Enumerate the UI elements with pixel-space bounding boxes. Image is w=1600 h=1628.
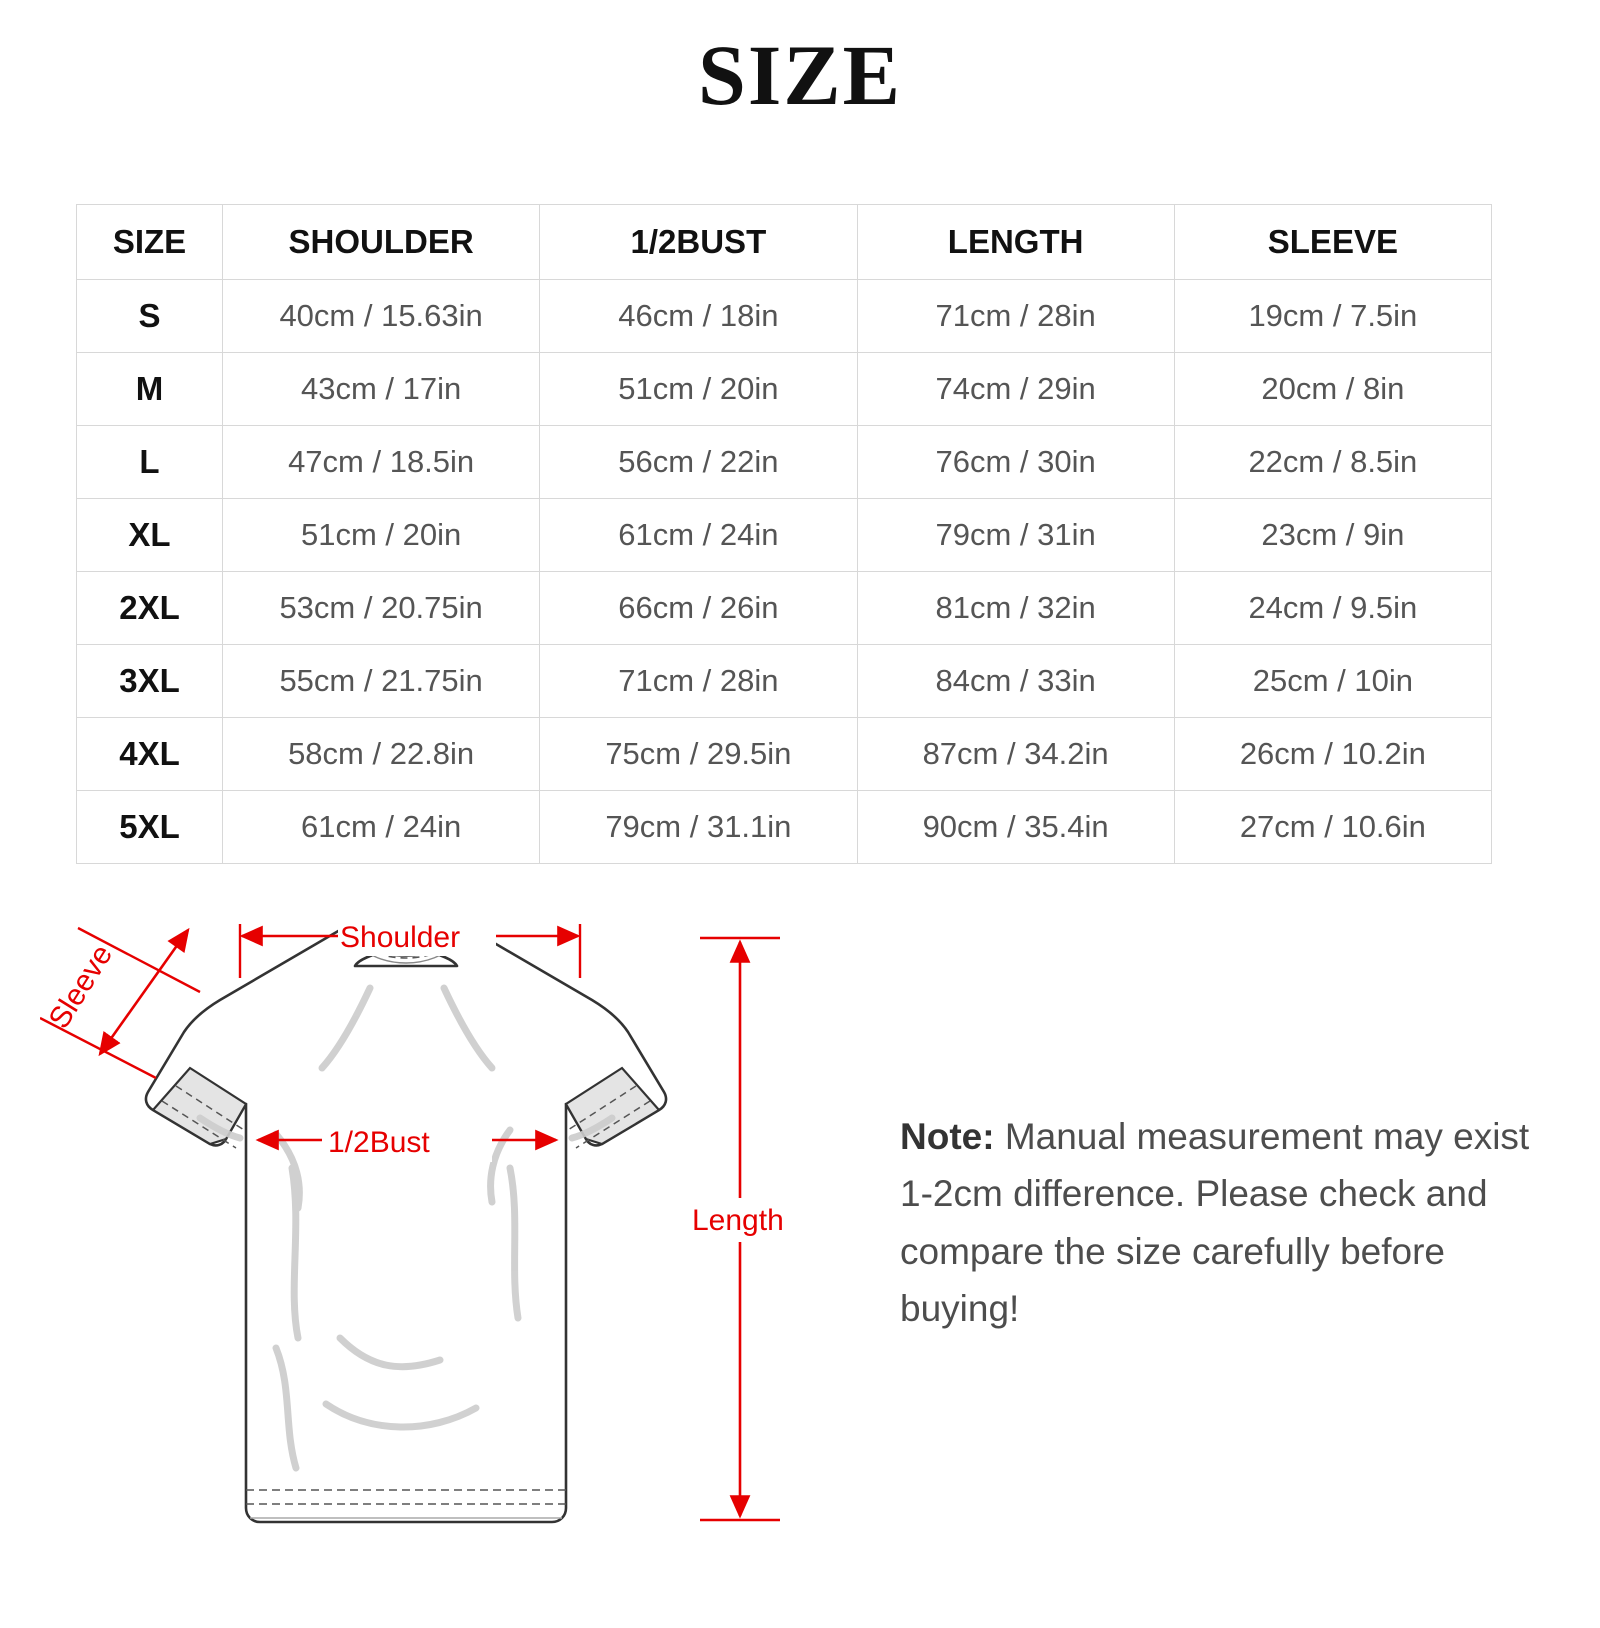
cell-length: 87cm / 34.2in [857, 718, 1174, 791]
note-body: Manual measurement may exist 1-2cm difference. Please check and compare the size carefully before buying! [900, 1116, 1530, 1330]
cell-shoulder: 40cm / 15.63in [223, 280, 540, 353]
size-chart-table-container [76, 204, 1492, 864]
cell-shoulder: 47cm / 18.5in [223, 426, 540, 499]
sleeve-label: Sleeve [42, 939, 120, 1035]
cell-shoulder: 51cm / 20in [223, 499, 540, 572]
cell-bust: 51cm / 20in [540, 353, 857, 426]
shoulder-label: Shoulder [340, 921, 461, 954]
cell-bust: 61cm / 24in [540, 499, 857, 572]
cell-sleeve: 22cm / 8.5in [1174, 426, 1491, 499]
cell-sleeve: 20cm / 8in [1174, 353, 1491, 426]
page-title: SIZE [697, 27, 903, 123]
table-row [77, 718, 1492, 791]
cell-sleeve: 27cm / 10.6in [1174, 791, 1491, 864]
note-label: Note: [900, 1116, 995, 1157]
cell-bust: 79cm / 31.1in [540, 791, 857, 864]
column-header-shoulder: SHOULDER [223, 205, 540, 280]
cell-size: 4XL [77, 718, 223, 791]
cell-length: 90cm / 35.4in [857, 791, 1174, 864]
cell-length: 79cm / 31in [857, 499, 1174, 572]
cell-shoulder: 58cm / 22.8in [223, 718, 540, 791]
tshirt-outline [146, 918, 666, 1522]
length-measure-arrow [688, 938, 796, 1520]
cell-bust: 66cm / 26in [540, 572, 857, 645]
cell-size: 5XL [77, 791, 223, 864]
cell-length: 76cm / 30in [857, 426, 1174, 499]
table-row [77, 280, 1492, 353]
cell-size: L [77, 426, 223, 499]
cell-size: XL [77, 499, 223, 572]
table-row [77, 645, 1492, 718]
cell-sleeve: 24cm / 9.5in [1174, 572, 1491, 645]
cell-length: 74cm / 29in [857, 353, 1174, 426]
cell-sleeve: 26cm / 10.2in [1174, 718, 1491, 791]
cell-size: S [77, 280, 223, 353]
column-header-size: SIZE [77, 205, 223, 280]
tshirt-illustration [40, 868, 900, 1628]
column-header-bust: 1/2BUST [540, 205, 857, 280]
cell-length: 84cm / 33in [857, 645, 1174, 718]
table-row [77, 426, 1492, 499]
table-row [77, 499, 1492, 572]
cell-sleeve: 23cm / 9in [1174, 499, 1491, 572]
table-row [77, 791, 1492, 864]
cell-size: 3XL [77, 645, 223, 718]
table-row [77, 353, 1492, 426]
table-row [77, 572, 1492, 645]
note-text [900, 1108, 1550, 1337]
cell-shoulder: 53cm / 20.75in [223, 572, 540, 645]
cell-sleeve: 19cm / 7.5in [1174, 280, 1491, 353]
cell-length: 81cm / 32in [857, 572, 1174, 645]
size-chart-table [76, 204, 1492, 864]
cell-shoulder: 43cm / 17in [223, 353, 540, 426]
cell-bust: 56cm / 22in [540, 426, 857, 499]
cell-sleeve: 25cm / 10in [1174, 645, 1491, 718]
cell-size: 2XL [77, 572, 223, 645]
cell-length: 71cm / 28in [857, 280, 1174, 353]
column-header-length: LENGTH [857, 205, 1174, 280]
length-label: Length [692, 1204, 784, 1237]
cell-shoulder: 55cm / 21.75in [223, 645, 540, 718]
measurement-diagram [0, 868, 1600, 1628]
column-header-sleeve: SLEEVE [1174, 205, 1491, 280]
cell-bust: 75cm / 29.5in [540, 718, 857, 791]
cell-size: M [77, 353, 223, 426]
table-header-row [77, 205, 1492, 280]
halfbust-label: 1/2Bust [328, 1126, 430, 1159]
cell-bust: 71cm / 28in [540, 645, 857, 718]
cell-shoulder: 61cm / 24in [223, 791, 540, 864]
cell-bust: 46cm / 18in [540, 280, 857, 353]
